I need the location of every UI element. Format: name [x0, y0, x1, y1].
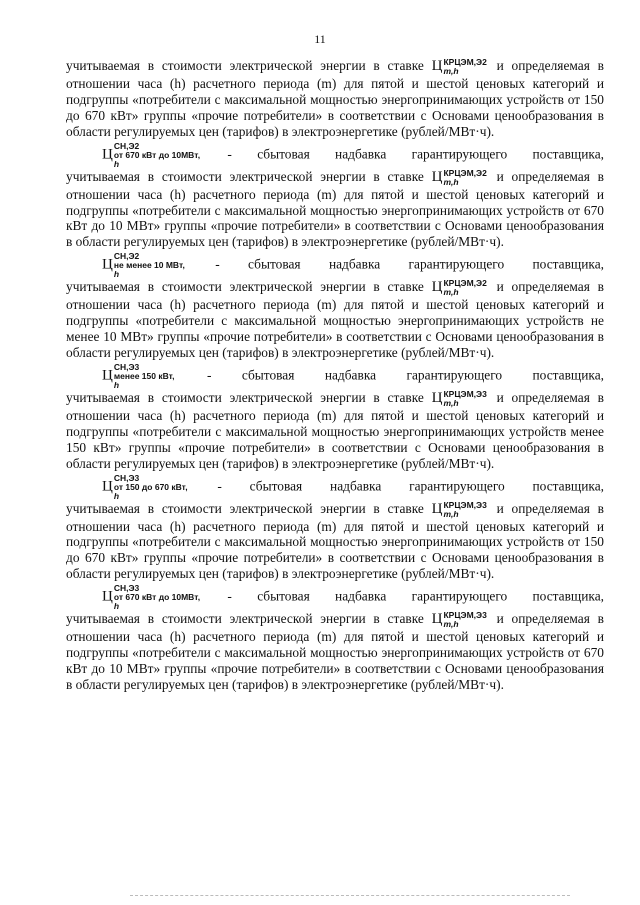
intro-text-before: учитываемая в стоимости электрической энергии в ставке [66, 58, 424, 74]
definition-lead-text: - сбытовая надбавка гарантирующего поставщика, [217, 478, 604, 494]
definition-lead [102, 252, 604, 279]
rate-symbol: Ц КРЦЭМ,Э3 m,h [431, 499, 487, 519]
definition-lead [102, 142, 604, 169]
markup-symbol: Ц СН,Э3 от 150 до 670 кВт, h [102, 472, 188, 501]
markup-symbol: Ц СН,Э2 не менее 10 МВт, h [102, 251, 185, 280]
definition-paragraph [66, 363, 604, 472]
definition-body-after: и определяемая в отношении часа (h) расчетного периода (m) для пятой и шестой ценовых категорий и подгруппы «потребители с максимальной мощностью энергопринимающих устройств не менее 10 МВт» группы «прочие потребители» в соответствии с Основами ценообразования в области регулируемых цен (тарифов) в электроэнергетике (рублей/МВт·ч). [66, 279, 604, 360]
rate-symbol: Ц КРЦЭМ,Э3 m,h [431, 388, 487, 408]
definition-lead-text: - сбытовая надбавка гарантирующего поставщика, [215, 256, 604, 272]
definition-paragraph [66, 584, 604, 693]
markup-symbol: Ц СН,Э3 менее 150 кВт, h [102, 361, 175, 390]
definition-body-before: учитываемая в стоимости электрической энергии в ставке [66, 500, 424, 516]
definitions-list [66, 142, 604, 693]
definition-body-after: и определяемая в отношении часа (h) расчетного периода (m) для пятой и шестой ценовых категорий и подгруппы «потребители с максимальной мощностью энергопринимающих устройств от 150 до 670 кВт» группы «прочие потребители» в соответствии с Основами ценообразования в области регулируемых цен (тарифов) в электроэнергетике (рублей/МВт·ч). [66, 500, 604, 582]
markup-symbol: Ц СН,Э3 от 670 кВт до 10МВт, h [102, 583, 201, 612]
rate-symbol: Ц КРЦЭМ,Э3 m,h [431, 610, 487, 630]
rate-symbol: Ц КРЦЭМ,Э2 m,h [431, 167, 487, 187]
definition-lead-text: - сбытовая надбавка гарантирующего поставщика, [206, 367, 604, 383]
markup-symbol: Ц СН,Э2 от 670 кВт до 10МВт, h [102, 140, 201, 169]
rate-symbol: Ц КРЦЭМ,Э2 m,h [431, 278, 487, 298]
document-body [66, 58, 604, 693]
definition-body-before: учитываемая в стоимости электрической энергии в ставке [66, 611, 424, 627]
definition-body-before: учитываемая в стоимости электрической энергии в ставке [66, 389, 424, 405]
definition-lead-text: - сбытовая надбавка гарантирующего поставщика, [227, 588, 604, 604]
definition-lead [102, 584, 604, 611]
definition-body-after: и определяемая в отношении часа (h) расчетного периода (m) для пятой и шестой ценовых категорий и подгруппы «потребители с максимальной мощностью энергопринимающих устройств от 670 кВт до 10 МВт» группы «прочие потребители» в соответствии с Основами ценообразования в области регулируемых цен (тарифов) в электроэнергетике (рублей/МВт·ч). [66, 611, 604, 692]
definition-paragraph [66, 142, 604, 251]
definition-body-before: учитываемая в стоимости электрической энергии в ставке [66, 279, 424, 295]
rate-symbol: Ц КРЦЭМ,Э2 m,h [431, 57, 487, 76]
definition-body-after: и определяемая в отношении часа (h) расчетного периода (m) для пятой и шестой ценовых категорий и подгруппы «потребители с максимальной мощностью энергопринимающих устройств от 670 кВт до 10 МВт» группы «прочие потребители» в соответствии с Основами ценообразования в области регулируемых цен (тарифов) в электроэнергетике (рублей/МВт·ч). [66, 168, 604, 250]
definition-body-before: учитываемая в стоимости электрической энергии в ставке [66, 168, 424, 184]
definition-lead [102, 363, 604, 390]
definition-body-after: и определяемая в отношении часа (h) расчетного периода (m) для пятой и шестой ценовых категорий и подгруппы «потребители с максимальной мощностью энергопринимающих устройств менее 150 кВт» группы «прочие потребители» в соответствии с Основами ценообразования в области регулируемых цен (тарифов) в электроэнергетике (рублей/МВт·ч). [66, 389, 604, 471]
definition-lead [102, 474, 604, 501]
definition-paragraph [66, 252, 604, 361]
definition-paragraph [66, 474, 604, 583]
footer-divider [130, 895, 570, 897]
definition-lead-text: - сбытовая надбавка гарантирующего поставщика, [227, 146, 604, 162]
intro-text-after: и определяемая в отношении часа (h) расчетного периода (m) для пятой и шестой ценовых категорий и подгруппы «потребители с максимальной мощностью энергопринимающих устройств от 150 до 670 кВт» группы «прочие потребители» в соответствии с Основами ценообразования в области регулируемых цен (тарифов) в электроэнергетике (рублей/МВт·ч). [66, 58, 604, 139]
intro-paragraph [66, 58, 604, 140]
page-number: 11 [314, 32, 326, 46]
